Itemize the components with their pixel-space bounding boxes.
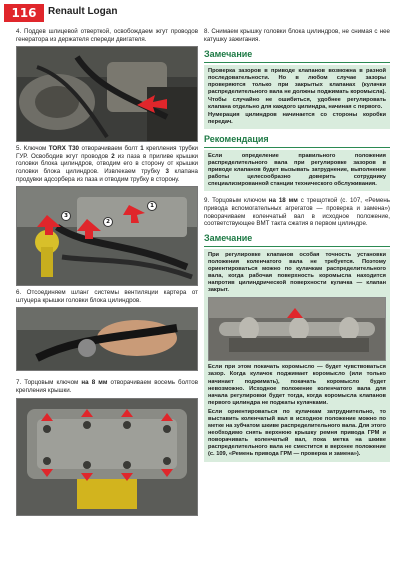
recommendation-text: Если определение правильного положения распределительного вала при регулировке зазоров в приводе клапанов будет вызывать затруднение, выполнение работы целесообразно доверить сотруднику специализированной станции технического обслуживания.	[208, 152, 386, 188]
note-2-text-3: Если ориентироваться по кулачкам затруднительно, то выставить коленчатый вал в исходное положение можно по метке на зубчатом шкиве распределительного вала. Для этого необходимо снять верхнюю крышку ремня привода ГРМ и поворачивать коленчатый вал, пока метка на шкиве распределительного вала не сместится в верхнее положение (с. 109, «Ремень привода ГРМ — проверка и замена»).	[208, 408, 386, 458]
photo-generator-harness	[16, 46, 198, 142]
marker-2: 2	[103, 217, 113, 227]
divider	[204, 62, 390, 63]
photo-crankcase-hose	[16, 307, 198, 371]
page-header	[0, 0, 404, 26]
marker-1: 1	[147, 201, 157, 211]
book-title: Renault Logan	[48, 6, 118, 17]
note-2	[204, 233, 390, 462]
note-1	[204, 49, 390, 129]
engine-photo-5	[209, 298, 385, 360]
note-2-text-2: Если при этом покачать коромысло — будет чувствоваться зазор. Когда кулачок поджимает коромысло (или только начинает поджимать), покачать коромысло будет невозможно. Исходное положение коленчатого вала для начала регулировки будет тогда, когда коромысла клапанов первого цилиндра не поджаты кулачками.	[208, 364, 386, 406]
engine-photo-3	[17, 308, 197, 370]
note-1-text-2: Нумерация цилиндров начинается со стороны коробки передач.	[208, 111, 386, 125]
note-2-box	[204, 249, 390, 462]
note-1-text: Проверка зазоров в приводе клапанов возможна в разной последовательности. Но в любом случае зазоры проверяются только при закрытых клапанах (кулачки распределительного вала не должны поджимать коромысла). Чтобы случайно не ошибиться, удобнее регулировать клапана отдельно для каждого цилиндра, начиная с первого.	[208, 68, 386, 110]
step-7-text: 7. Торцовым ключом на 8 мм отворачиваем восемь болтов крепления крышки.	[16, 379, 198, 394]
engine-photo-2	[17, 187, 197, 285]
step-9-text: 9. Торцовым ключом на 18 мм с трещоткой (с. 107, «Ремень привода вспомогательных агрегатов — проверка и замена») поворачиваем коленчатый вал в исходное положение, соответствующее ВМТ такта сжатия в первом цилиндре.	[204, 197, 391, 228]
page-number: 116	[4, 4, 44, 22]
photo-camshaft	[208, 297, 386, 361]
left-column	[16, 28, 198, 516]
photo-cover-bolts	[16, 398, 198, 516]
marker-3: 3	[61, 211, 71, 221]
divider	[204, 246, 390, 247]
engine-photo-4	[17, 399, 197, 515]
note-1-box	[204, 65, 390, 129]
step-4-text: 4. Поддев шлицевой отверткой, освобождаем жгут проводов генератора из держателя спереди двигателя.	[16, 28, 198, 43]
divider	[204, 147, 390, 148]
engine-photo-1	[17, 47, 197, 141]
recommendation-box	[204, 150, 390, 191]
recommendation-title: Рекомендация	[204, 133, 269, 144]
step-5-text: 5. Ключом TORX T30 отворачиваем болт 1 крепления трубки ГУР. Освободив жгут проводов 2 из паза в приливе крышки головки блока цилиндров, отводим его в сторону от крышки головки блока цилиндров. Извлекаем трубку 3 клапана продувки адсорбера из паза и отводим трубку в сторону.	[16, 145, 198, 183]
recommendation	[204, 134, 390, 191]
photo-gur-tube	[16, 186, 198, 286]
step-6-text: 6. Отсоединяем шланг системы вентиляции картера от штуцера крышки головки блока цилиндров.	[16, 289, 198, 304]
note-2-text: При регулировке клапанов особая точность установки положения коленчатого вала не требуется. Поэтому ориентироваться можно по кулачкам распределительного вала, когда рабочая поверхность коромысла находится напротив цилиндрической поверхности кулачка — клапан закрыт.	[208, 251, 386, 294]
note-1-title: Замечание	[204, 49, 253, 60]
step-8-text: 8. Снимаем крышку головки блока цилиндров, не снимая с нее катушку зажигания.	[204, 28, 390, 43]
right-column	[204, 28, 390, 462]
note-2-title: Замечание	[204, 232, 253, 243]
